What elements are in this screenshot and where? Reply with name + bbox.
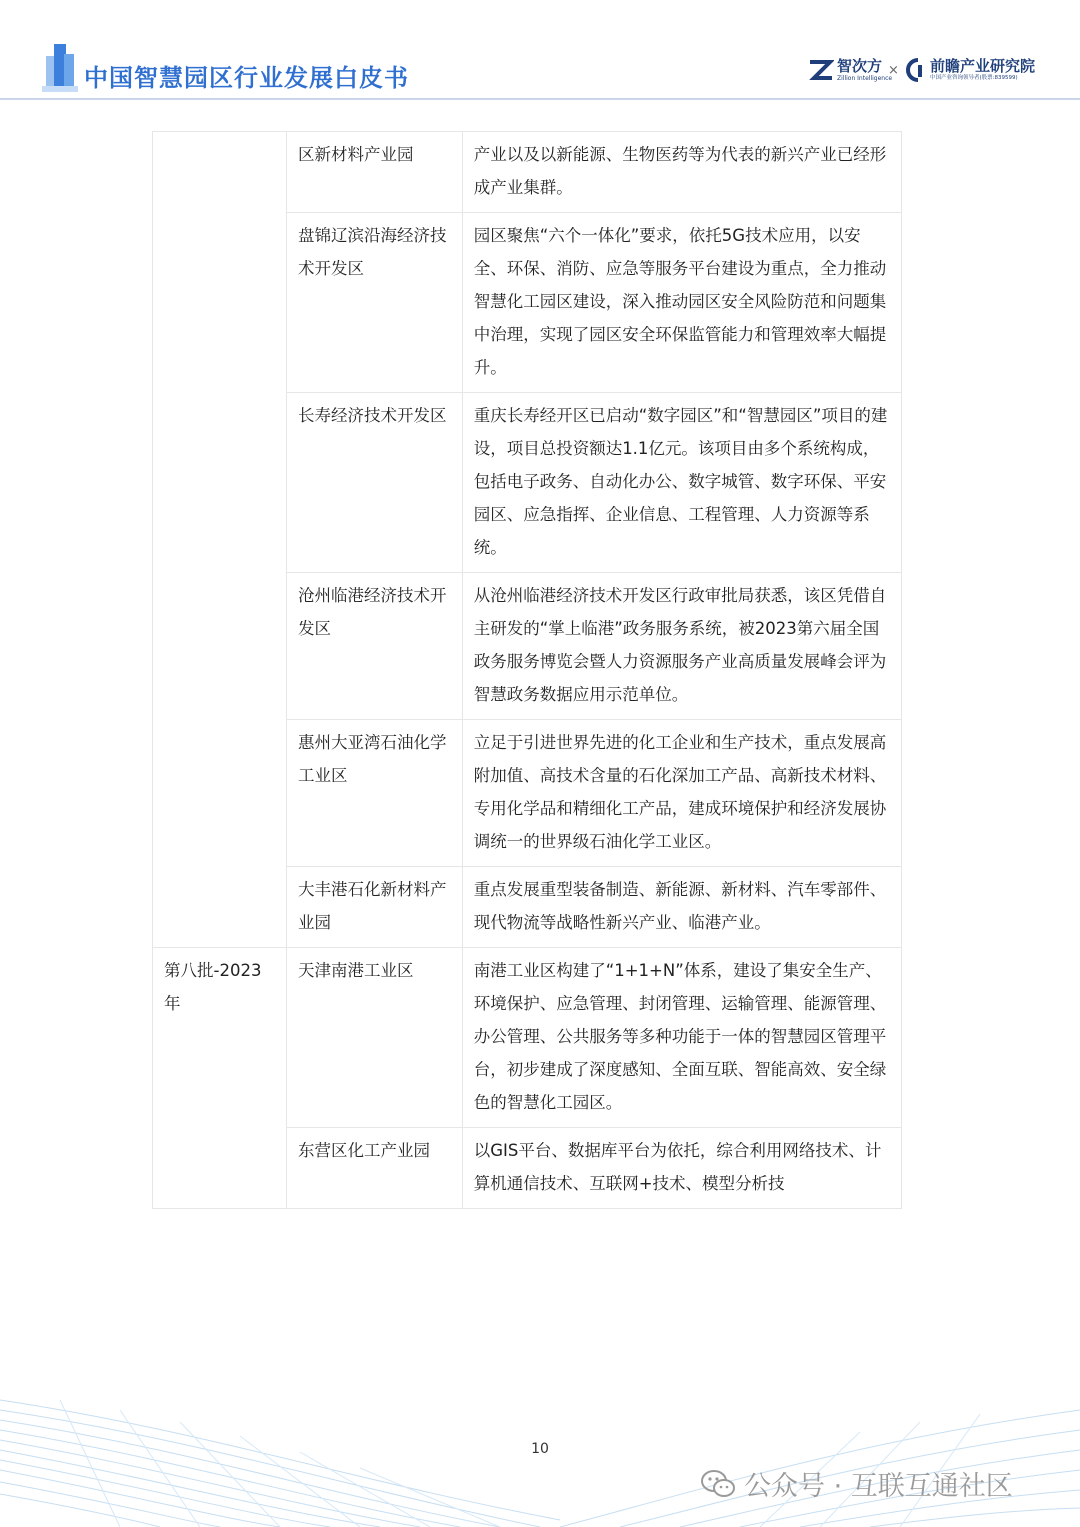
watermark-text: 公众号 · 互联互通社区 bbox=[744, 1471, 1013, 1502]
batch-cell bbox=[153, 132, 287, 948]
park-name-cell: 东营区化工产业园 bbox=[286, 1128, 462, 1209]
park-description-cell: 南港工业区构建了“1+1+N”体系，建设了集安全生产、环境保护、应急管理、封闭管理、运输管理、能源管理、办公管理、公共服务等多种功能于一体的智慧园区管理平台，初步建成了深度感知、全面互联、智能高效、安全绿色的智慧化工园区。 bbox=[462, 948, 901, 1128]
page-header bbox=[0, 0, 1080, 100]
batch-cell: 第八批-2023年 bbox=[153, 948, 287, 1209]
brand-left-name: 智次方 bbox=[837, 56, 883, 75]
park-description-cell: 以GIS平台、数据库平台为依托，综合利用网络技术、计算机通信技术、互联网+技术、模型分析技 bbox=[462, 1128, 901, 1209]
watermark bbox=[700, 1464, 1013, 1503]
brand-separator: × bbox=[888, 63, 899, 78]
page-number: 10 bbox=[531, 1441, 549, 1457]
brand-right-sub: 中国产业咨询领导者(股票:839599) bbox=[930, 74, 1018, 81]
document-title: 中国智慧园区行业发展白皮书 bbox=[84, 64, 409, 92]
park-description-cell: 重点发展重型装备制造、新能源、新材料、汽车零部件、现代物流等战略性新兴产业、临港产业。 bbox=[462, 867, 901, 948]
park-name-cell: 大丰港石化新材料产业园 bbox=[286, 867, 462, 948]
park-description-cell: 产业以及以新能源、生物医药等为代表的新兴产业已经形成产业集群。 bbox=[462, 132, 901, 213]
park-name-cell: 惠州大亚湾石油化学工业区 bbox=[286, 720, 462, 867]
park-table bbox=[152, 131, 902, 1209]
header-divider bbox=[0, 98, 1080, 100]
park-description-cell: 从沧州临港经济技术开发区行政审批局获悉，该区凭借自主研发的“掌上临港”政务服务系统，被2023第六届全国政务服务博览会暨人力资源服务产业高质量发展峰会评为智慧政务数据应用示范单位。 bbox=[462, 573, 901, 720]
zillion-mark-icon bbox=[808, 58, 834, 82]
qianzhan-logo bbox=[904, 58, 1035, 82]
park-name-cell: 天津南港工业区 bbox=[286, 948, 462, 1128]
park-name-cell: 长寿经济技术开发区 bbox=[286, 393, 462, 573]
park-description-cell: 重庆长寿经开区已启动“数字园区”和“智慧园区”项目的建设，项目总投资额达1.1亿元。该项目由多个系统构成，包括电子政务、自动化办公、数字城管、数字环保、平安园区、应急指挥、企业信息、工程管理、人力资源等系统。 bbox=[462, 393, 901, 573]
park-description-cell: 园区聚焦“六个一体化”要求，依托5G技术应用，以安全、环保、消防、应急等服务平台建设为重点，全力推动智慧化工园区建设，深入推动园区安全风险防范和问题集中治理，实现了园区安全环保监管能力和管理效率大幅提升。 bbox=[462, 213, 901, 393]
building-logo-icon bbox=[40, 42, 80, 94]
brand-right-name: 前瞻产业研究院 bbox=[930, 56, 1036, 75]
table-row bbox=[153, 948, 902, 1128]
park-description-cell: 立足于引进世界先进的化工企业和生产技术，重点发展高附加值、高技术含量的石化深加工产品、高新技术材料、专用化学品和精细化工产品，建成环境保护和经济发展协调统一的世界级石油化学工业区。 bbox=[462, 720, 901, 867]
park-name-cell: 区新材料产业园 bbox=[286, 132, 462, 213]
wechat-icon bbox=[700, 1469, 736, 1499]
table-row bbox=[153, 132, 902, 213]
park-name-cell: 沧州临港经济技术开发区 bbox=[286, 573, 462, 720]
park-name-cell: 盘锦辽滨沿海经济技术开发区 bbox=[286, 213, 462, 393]
qianzhan-mark-icon bbox=[904, 58, 928, 82]
zillion-intelligence-logo bbox=[808, 58, 892, 82]
brand-left-sub: Zillion Intelligence bbox=[837, 74, 893, 82]
